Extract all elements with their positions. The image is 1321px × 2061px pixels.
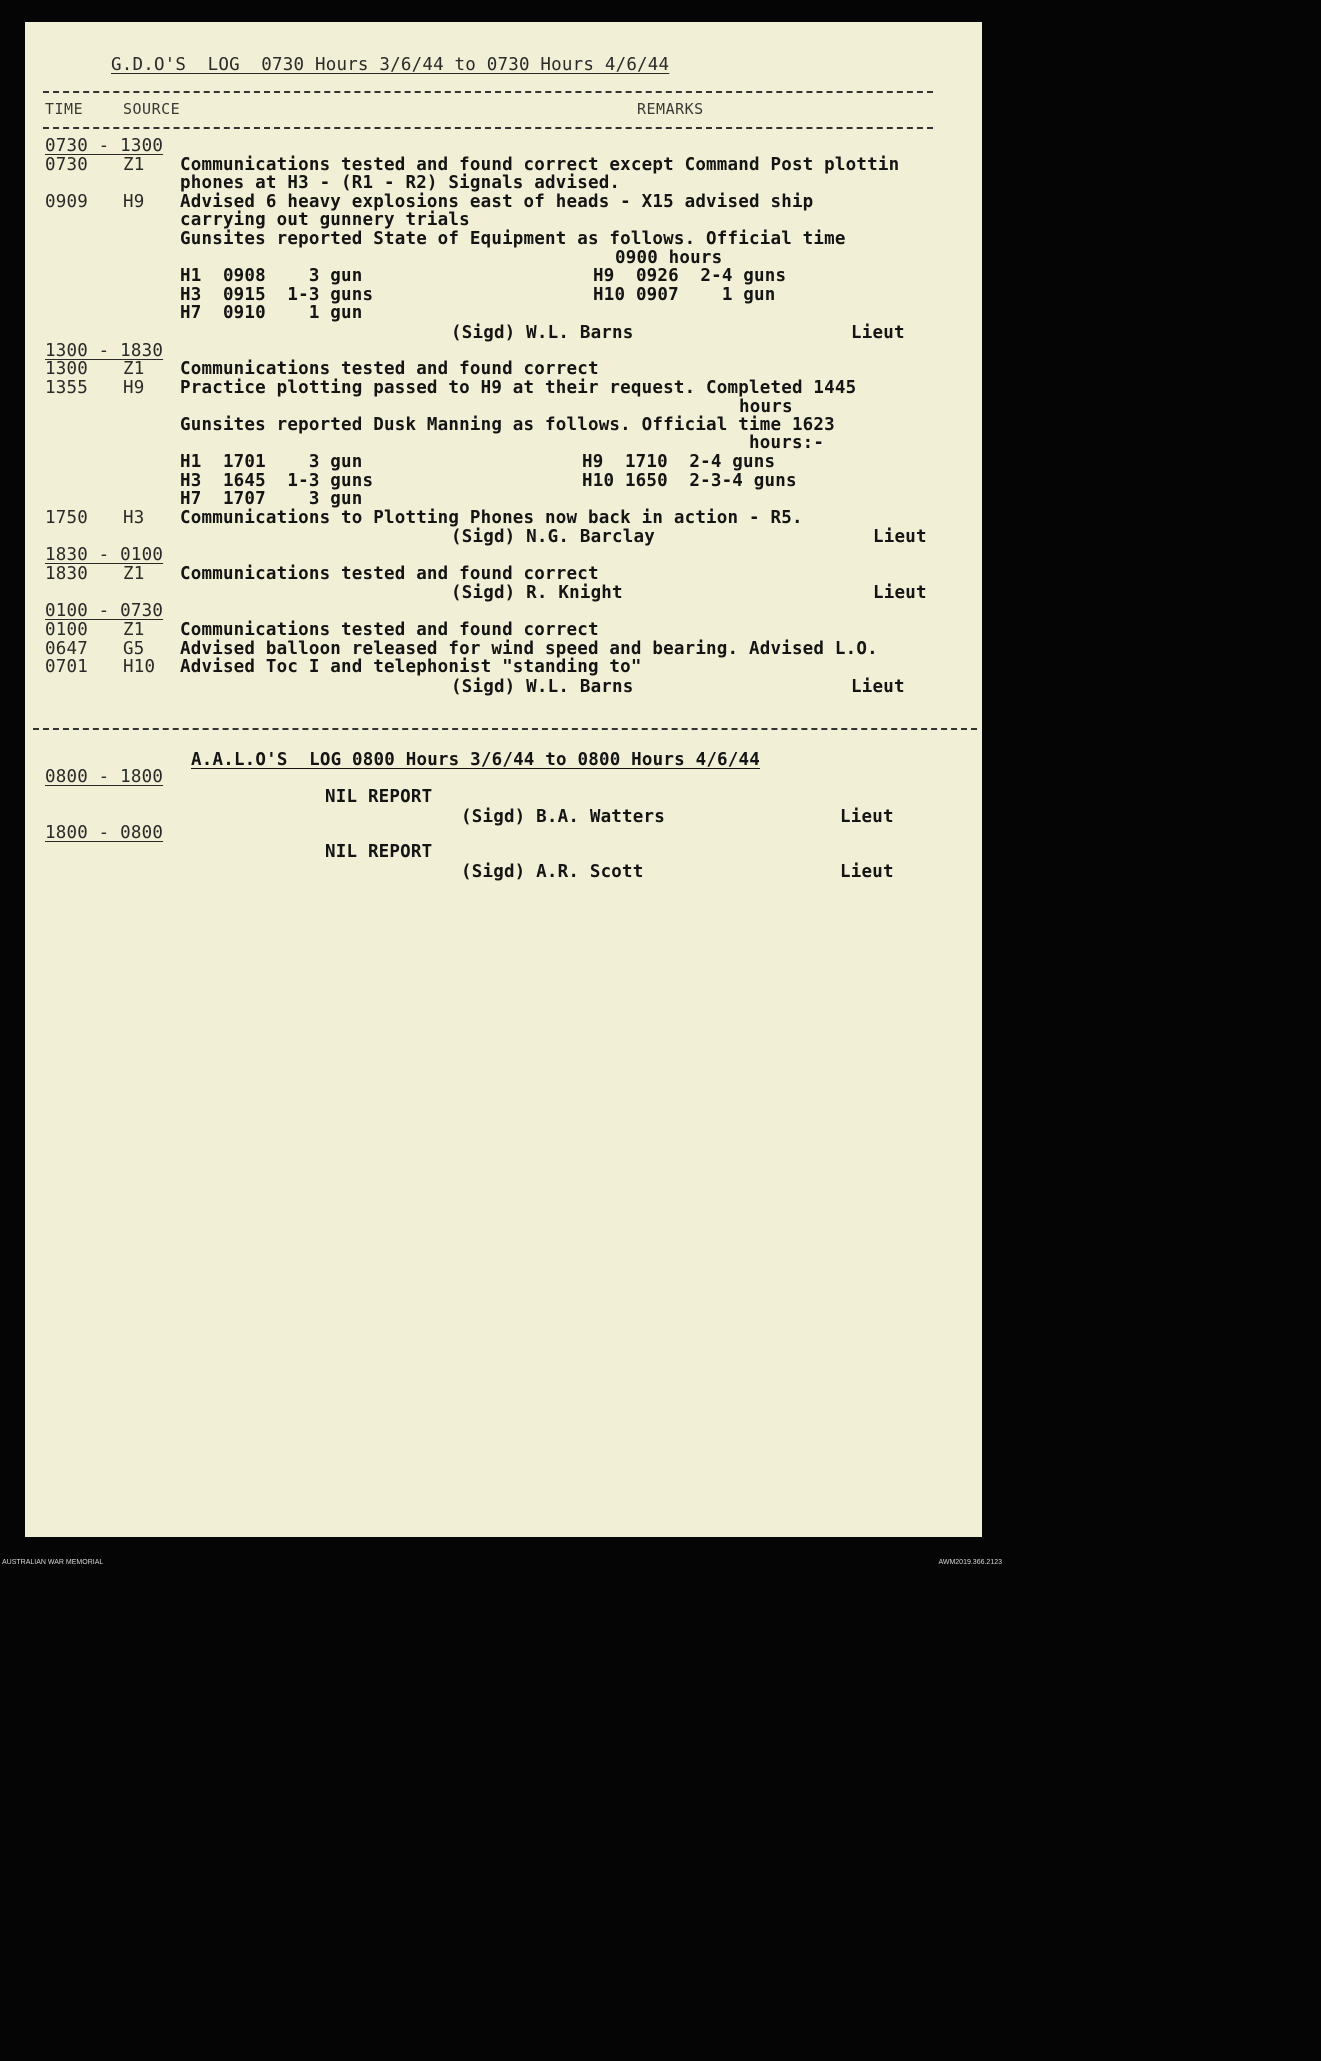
entry-time: 0701 [45, 657, 88, 677]
aalo-log-title: A.A.L.O'S LOG 0800 Hours 3/6/44 to 0800 Hours 4/6/44 [191, 750, 761, 770]
signature-rank: Lieut [873, 583, 927, 603]
entry-time: 0730 [45, 155, 88, 175]
entry-remark-line: Gunsites reported State of Equipment as follows. Official time [180, 229, 846, 249]
entry-source: Z1 [123, 620, 145, 640]
entry-source: Z1 [123, 155, 145, 175]
column-time-header: TIME [45, 100, 84, 118]
entry-remark-line: Communications tested and found correct [180, 564, 599, 584]
entry-remark-line: Advised balloon released for wind speed and bearing. Advised L.O. [180, 639, 878, 659]
entry-remark-line: 0900 hours [615, 248, 723, 268]
entry-remark-line: Gunsites reported Dusk Manning as follows. Official time 1623 [180, 415, 835, 435]
entry-remark-line: Communications to Plotting Phones now back in action - R5. [180, 508, 803, 528]
entry-remark-line: carrying out gunnery trials [180, 210, 470, 230]
dusk-manning-item: H1 1701 3 gun [180, 452, 363, 472]
header-rule-bottom [43, 127, 933, 129]
entry-remark-line: Communications tested and found correct [180, 620, 599, 640]
signature: (Sigd) W.L. Barns [451, 323, 634, 343]
header-rule-top [43, 91, 933, 93]
entry-time: 0100 [45, 620, 88, 640]
entry-time: 1750 [45, 508, 88, 528]
signature: (Sigd) R. Knight [451, 583, 623, 603]
entry-remark-line: hours:- [749, 433, 825, 453]
gdo-log-title: G.D.O'S LOG 0730 Hours 3/6/44 to 0730 Hours 4/6/44 [111, 55, 670, 75]
entry-remark-line: Communications tested and found correct [180, 359, 599, 379]
nil-report: NIL REPORT [325, 787, 433, 807]
dusk-manning-item: H10 1650 2-3-4 guns [582, 471, 797, 491]
entry-time: 0647 [45, 639, 88, 659]
nil-report: NIL REPORT [325, 842, 433, 862]
section-divider [33, 728, 977, 730]
period-label: 0730 - 1300 [45, 136, 164, 156]
entry-time: 1830 [45, 564, 88, 584]
entry-source: H10 [123, 657, 156, 677]
entry-source: H3 [123, 508, 145, 528]
signature-rank: Lieut [840, 862, 894, 882]
dusk-manning-item: H3 1645 1-3 guns [180, 471, 374, 491]
equipment-state-item: H9 0926 2-4 guns [593, 266, 787, 286]
signature-rank: Lieut [873, 527, 927, 547]
entry-remark-line: Communications tested and found correct except Command Post plottin [180, 155, 900, 175]
equipment-state-item: H3 0915 1-3 guns [180, 285, 374, 305]
entry-time: 1300 [45, 359, 88, 379]
equipment-state-item: H1 0908 3 gun [180, 266, 363, 286]
entry-source: H9 [123, 378, 145, 398]
entry-remark-line: Advised 6 heavy explosions east of heads - X15 advised ship [180, 192, 814, 212]
entry-remark-line: phones at H3 - (R1 - R2) Signals advised. [180, 173, 621, 193]
entry-source: G5 [123, 639, 145, 659]
equipment-state-item: H10 0907 1 gun [593, 285, 776, 305]
entry-remark-line: Advised Toc I and telephonist "standing to" [180, 657, 642, 677]
footer-accession-number: AWM2019.366.2123 [938, 1559, 1002, 1566]
entry-time: 0909 [45, 192, 88, 212]
equipment-state-item: H7 0910 1 gun [180, 303, 363, 323]
dusk-manning-item: H9 1710 2-4 guns [582, 452, 776, 472]
column-source-header: SOURCE [123, 100, 181, 118]
entry-time: 1355 [45, 378, 88, 398]
signature: (Sigd) A.R. Scott [461, 862, 644, 882]
entry-remark-line: Practice plotting passed to H9 at their request. Completed 1445 [180, 378, 857, 398]
entry-remark-line: hours [739, 397, 793, 417]
entry-source: Z1 [123, 564, 145, 584]
period-label: 1800 - 0800 [45, 823, 164, 843]
signature: (Sigd) N.G. Barclay [451, 527, 655, 547]
signature-rank: Lieut [840, 807, 894, 827]
period-label: 1830 - 0100 [45, 545, 164, 565]
signature-rank: Lieut [851, 677, 905, 697]
dusk-manning-item: H7 1707 3 gun [180, 489, 363, 509]
period-label: 1300 - 1830 [45, 341, 164, 361]
signature-rank: Lieut [851, 323, 905, 343]
period-label: 0100 - 0730 [45, 601, 164, 621]
signature: (Sigd) W.L. Barns [451, 677, 634, 697]
period-label: 0800 - 1800 [45, 767, 164, 787]
entry-source: H9 [123, 192, 145, 212]
signature: (Sigd) B.A. Watters [461, 807, 665, 827]
document-page [25, 22, 982, 1537]
entry-source: Z1 [123, 359, 145, 379]
column-remarks-header: REMARKS [637, 100, 704, 118]
footer-institution: AUSTRALIAN WAR MEMORIAL [2, 1559, 104, 1566]
